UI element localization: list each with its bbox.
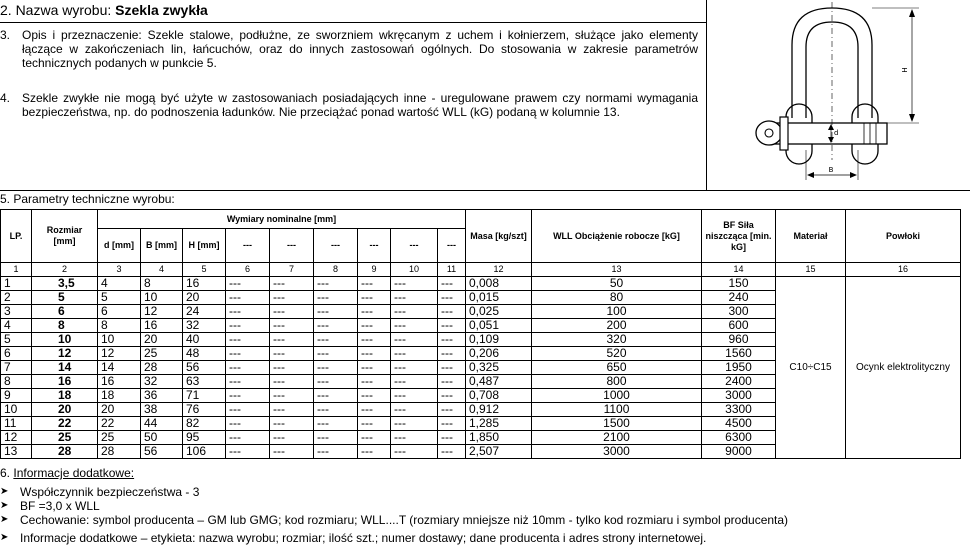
cell-empty: --- xyxy=(358,389,391,403)
header-h: H [mm] xyxy=(183,229,226,263)
cell-h: 16 xyxy=(183,277,226,291)
cell-bf: 1560 xyxy=(702,347,776,361)
cell-empty: --- xyxy=(314,403,358,417)
cell-size: 8 xyxy=(32,319,98,333)
cell-h: 48 xyxy=(183,347,226,361)
cell-wll: 650 xyxy=(532,361,702,375)
cell-wll: 2100 xyxy=(532,431,702,445)
product-name: Szekla zwykła xyxy=(115,2,208,18)
cell-empty: --- xyxy=(358,431,391,445)
cell-lp: 8 xyxy=(1,375,32,389)
cell-empty: --- xyxy=(358,305,391,319)
cell-lp: 13 xyxy=(1,445,32,459)
cell-empty: --- xyxy=(314,319,358,333)
cell-empty: --- xyxy=(270,417,314,431)
column-index: 14 xyxy=(702,263,776,277)
cell-lp: 5 xyxy=(1,333,32,347)
cell-h: 63 xyxy=(183,375,226,389)
cell-empty: --- xyxy=(391,277,438,291)
column-index: 4 xyxy=(141,263,183,277)
cell-empty: --- xyxy=(226,333,270,347)
cell-coating: Ocynk elektrolityczny xyxy=(846,277,961,459)
column-index: 2 xyxy=(32,263,98,277)
cell-bf: 300 xyxy=(702,305,776,319)
cell-empty: --- xyxy=(270,431,314,445)
cell-b: 16 xyxy=(141,319,183,333)
cell-size: 20 xyxy=(32,403,98,417)
cell-empty: --- xyxy=(438,319,466,333)
header-empty: --- xyxy=(358,229,391,263)
cell-mass: 0,206 xyxy=(466,347,532,361)
cell-h: 24 xyxy=(183,305,226,319)
cell-empty: --- xyxy=(226,375,270,389)
cell-d: 16 xyxy=(98,375,141,389)
product-name-line xyxy=(0,2,208,18)
section-6-title xyxy=(0,466,134,480)
cell-b: 28 xyxy=(141,361,183,375)
cell-wll: 80 xyxy=(532,291,702,305)
cell-empty: --- xyxy=(391,361,438,375)
cell-wll: 200 xyxy=(532,319,702,333)
paragraph-number: 3. xyxy=(0,28,11,42)
cell-empty: --- xyxy=(391,403,438,417)
cell-empty: --- xyxy=(314,291,358,305)
cell-lp: 1 xyxy=(1,277,32,291)
cell-b: 32 xyxy=(141,375,183,389)
section-5-label: 5. Parametry techniczne wyrobu: xyxy=(0,192,175,206)
cell-empty: --- xyxy=(358,361,391,375)
cell-bf: 3300 xyxy=(702,403,776,417)
cell-empty: --- xyxy=(438,361,466,375)
cell-d: 18 xyxy=(98,389,141,403)
cell-d: 4 xyxy=(98,277,141,291)
cell-d: 14 xyxy=(98,361,141,375)
cell-empty: --- xyxy=(226,277,270,291)
cell-mass: 0,487 xyxy=(466,375,532,389)
title-divider xyxy=(0,22,706,23)
cell-empty: --- xyxy=(358,417,391,431)
cell-empty: --- xyxy=(226,445,270,459)
info-bullet-text: BF =3,0 x WLL xyxy=(20,499,100,513)
cell-mass: 0,325 xyxy=(466,361,532,375)
header-coating: Powłoki xyxy=(846,210,961,263)
paragraph-number: 4. xyxy=(0,91,11,105)
cell-empty: --- xyxy=(314,361,358,375)
cell-empty: --- xyxy=(314,417,358,431)
cell-b: 25 xyxy=(141,347,183,361)
header-material: Materiał xyxy=(776,210,846,263)
cell-d: 5 xyxy=(98,291,141,305)
cell-size: 25 xyxy=(32,431,98,445)
cell-size: 28 xyxy=(32,445,98,459)
cell-h: 95 xyxy=(183,431,226,445)
cell-empty: --- xyxy=(438,347,466,361)
cell-lp: 9 xyxy=(1,389,32,403)
cell-size: 12 xyxy=(32,347,98,361)
cell-h: 32 xyxy=(183,319,226,333)
description-text: Opis i przeznaczenie: Szekle stalowe, podłużne, ze sworzniem wkręcanym z uchem i kołnierzem, służące jako elementy łączące w zakończeniach lin, łańcuchów, oraz do innych zastosowań ogólnych. Do stosowania w zakresie parametrów technicznych podanych w punkcie 5. xyxy=(22,28,698,70)
shackle-drawing xyxy=(707,0,970,190)
cell-bf: 6300 xyxy=(702,431,776,445)
shackle-diagram xyxy=(707,0,970,190)
cell-empty: --- xyxy=(270,403,314,417)
safety-text: Szekle zwykłe nie mogą być użyte w zastosowaniach posiadających inne - uregulowane prawem czy normami wymagania bezpieczeństwa, np. do podnoszenia ładunków. Nie przeciążać ponad wartość WLL (kG) podaną w kolumnie 13. xyxy=(22,91,698,119)
cell-wll: 1100 xyxy=(532,403,702,417)
cell-empty: --- xyxy=(438,445,466,459)
cell-empty: --- xyxy=(314,389,358,403)
cell-size: 16 xyxy=(32,375,98,389)
cell-b: 36 xyxy=(141,389,183,403)
cell-empty: --- xyxy=(358,347,391,361)
column-index: 5 xyxy=(183,263,226,277)
cell-empty: --- xyxy=(358,375,391,389)
cell-wll: 3000 xyxy=(532,445,702,459)
cell-d: 10 xyxy=(98,333,141,347)
arrow-bullet-icon: ➤ xyxy=(0,532,9,543)
arrow-bullet-icon: ➤ xyxy=(0,486,9,497)
cell-wll: 1500 xyxy=(532,417,702,431)
product-name-label: 2. Nazwa wyrobu: xyxy=(0,2,112,18)
header-wll: WLL Obciążenie robocze [kG] xyxy=(532,210,702,263)
cell-empty: --- xyxy=(270,361,314,375)
cell-b: 56 xyxy=(141,445,183,459)
cell-mass: 0,008 xyxy=(466,277,532,291)
cell-empty: --- xyxy=(391,305,438,319)
cell-empty: --- xyxy=(226,361,270,375)
cell-empty: --- xyxy=(438,431,466,445)
header-empty: --- xyxy=(391,229,438,263)
column-index: 6 xyxy=(226,263,270,277)
cell-mass: 2,507 xyxy=(466,445,532,459)
column-index: 9 xyxy=(358,263,391,277)
cell-bf: 4500 xyxy=(702,417,776,431)
cell-empty: --- xyxy=(438,333,466,347)
cell-empty: --- xyxy=(391,375,438,389)
header-empty: --- xyxy=(314,229,358,263)
dimension-label-d: d xyxy=(834,129,839,137)
cell-lp: 12 xyxy=(1,431,32,445)
cell-empty: --- xyxy=(314,347,358,361)
header-nominal-dimensions: Wymiary nominalne [mm] xyxy=(98,210,466,229)
column-index: 12 xyxy=(466,263,532,277)
header-empty: --- xyxy=(438,229,466,263)
cell-empty: --- xyxy=(270,445,314,459)
cell-empty: --- xyxy=(391,431,438,445)
cell-wll: 320 xyxy=(532,333,702,347)
cell-h: 71 xyxy=(183,389,226,403)
header-mass: Masa [kg/szt] xyxy=(466,210,532,263)
cell-empty: --- xyxy=(438,277,466,291)
cell-h: 76 xyxy=(183,403,226,417)
header-empty: --- xyxy=(226,229,270,263)
cell-empty: --- xyxy=(270,291,314,305)
cell-lp: 11 xyxy=(1,417,32,431)
cell-bf: 1950 xyxy=(702,361,776,375)
cell-empty: --- xyxy=(270,389,314,403)
cell-d: 28 xyxy=(98,445,141,459)
column-index: 13 xyxy=(532,263,702,277)
parameters-table xyxy=(0,209,961,459)
cell-empty: --- xyxy=(314,333,358,347)
cell-mass: 0,708 xyxy=(466,389,532,403)
arrow-bullet-icon: ➤ xyxy=(0,514,9,525)
cell-empty: --- xyxy=(226,389,270,403)
cell-empty: --- xyxy=(358,445,391,459)
cell-empty: --- xyxy=(270,319,314,333)
cell-h: 82 xyxy=(183,417,226,431)
cell-empty: --- xyxy=(391,347,438,361)
column-index-row xyxy=(1,263,961,277)
cell-bf: 960 xyxy=(702,333,776,347)
cell-lp: 3 xyxy=(1,305,32,319)
cell-empty: --- xyxy=(391,291,438,305)
column-index: 16 xyxy=(846,263,961,277)
section-6-label: Informacje dodatkowe: xyxy=(13,466,135,480)
cell-size: 3,5 xyxy=(32,277,98,291)
cell-empty: --- xyxy=(358,291,391,305)
table-header-row xyxy=(1,210,961,229)
dimension-label-h: H xyxy=(901,67,909,73)
cell-b: 50 xyxy=(141,431,183,445)
cell-empty: --- xyxy=(270,305,314,319)
description-panel xyxy=(0,0,707,190)
cell-empty: --- xyxy=(438,375,466,389)
cell-h: 106 xyxy=(183,445,226,459)
cell-bf: 240 xyxy=(702,291,776,305)
cell-empty: --- xyxy=(391,417,438,431)
cell-mass: 0,051 xyxy=(466,319,532,333)
cell-empty: --- xyxy=(226,347,270,361)
column-index: 7 xyxy=(270,263,314,277)
header-b: B [mm] xyxy=(141,229,183,263)
header-d: d [mm] xyxy=(98,229,141,263)
cell-empty: --- xyxy=(314,305,358,319)
cell-d: 8 xyxy=(98,319,141,333)
cell-bf: 9000 xyxy=(702,445,776,459)
cell-empty: --- xyxy=(226,417,270,431)
header-size: Rozmiar [mm] xyxy=(32,210,98,263)
cell-lp: 2 xyxy=(1,291,32,305)
cell-b: 44 xyxy=(141,417,183,431)
cell-empty: --- xyxy=(314,277,358,291)
cell-mass: 0,015 xyxy=(466,291,532,305)
cell-empty: --- xyxy=(314,375,358,389)
section-6-number: 6. xyxy=(0,466,11,480)
cell-bf: 2400 xyxy=(702,375,776,389)
cell-d: 22 xyxy=(98,417,141,431)
header-lp: LP. xyxy=(1,210,32,263)
cell-empty: --- xyxy=(438,403,466,417)
cell-empty: --- xyxy=(314,445,358,459)
cell-wll: 800 xyxy=(532,375,702,389)
cell-empty: --- xyxy=(358,403,391,417)
column-index: 1 xyxy=(1,263,32,277)
column-index: 8 xyxy=(314,263,358,277)
cell-empty: --- xyxy=(226,305,270,319)
cell-d: 12 xyxy=(98,347,141,361)
cell-b: 12 xyxy=(141,305,183,319)
section-5-title xyxy=(0,190,970,210)
cell-empty: --- xyxy=(438,417,466,431)
column-index: 3 xyxy=(98,263,141,277)
cell-bf: 150 xyxy=(702,277,776,291)
cell-lp: 10 xyxy=(1,403,32,417)
arrow-bullet-icon: ➤ xyxy=(0,500,9,511)
cell-size: 6 xyxy=(32,305,98,319)
description-paragraph xyxy=(0,28,706,72)
info-bullet-text: Informacje dodatkowe – etykieta: nazwa wyrobu; rozmiar; ilość szt.; numer dostawy; dane producenta i adres strony internetowej. xyxy=(20,531,707,545)
cell-empty: --- xyxy=(358,333,391,347)
cell-empty: --- xyxy=(391,333,438,347)
table-row xyxy=(1,277,961,291)
cell-empty: --- xyxy=(226,291,270,305)
dimension-label-b: B xyxy=(828,166,834,174)
cell-empty: --- xyxy=(358,319,391,333)
cell-empty: --- xyxy=(270,333,314,347)
cell-mass: 1,850 xyxy=(466,431,532,445)
cell-d: 20 xyxy=(98,403,141,417)
cell-empty: --- xyxy=(270,277,314,291)
header-empty: --- xyxy=(270,229,314,263)
cell-empty: --- xyxy=(358,277,391,291)
column-index: 15 xyxy=(776,263,846,277)
cell-size: 22 xyxy=(32,417,98,431)
info-bullet-text: Współczynnik bezpieczeństwa - 3 xyxy=(20,485,200,499)
cell-empty: --- xyxy=(314,431,358,445)
cell-empty: --- xyxy=(270,347,314,361)
cell-empty: --- xyxy=(270,375,314,389)
cell-mass: 0,912 xyxy=(466,403,532,417)
cell-empty: --- xyxy=(391,389,438,403)
top-section xyxy=(0,0,970,190)
cell-wll: 520 xyxy=(532,347,702,361)
cell-mass: 0,109 xyxy=(466,333,532,347)
cell-empty: --- xyxy=(226,319,270,333)
cell-empty: --- xyxy=(391,319,438,333)
cell-lp: 6 xyxy=(1,347,32,361)
info-bullet-text: Cechowanie: symbol producenta – GM lub GMG; kod rozmiaru; WLL....T (rozmiary mniejsze niż 10mm - tylko kod rozmiaru i symbol producenta) xyxy=(20,513,789,527)
safety-paragraph xyxy=(0,91,706,121)
header-bf: BF Siła niszcząca [min. kG] xyxy=(702,210,776,263)
cell-d: 25 xyxy=(98,431,141,445)
cell-empty: --- xyxy=(226,431,270,445)
cell-mass: 0,025 xyxy=(466,305,532,319)
cell-b: 10 xyxy=(141,291,183,305)
cell-bf: 3000 xyxy=(702,389,776,403)
cell-h: 20 xyxy=(183,291,226,305)
cell-empty: --- xyxy=(438,389,466,403)
cell-lp: 7 xyxy=(1,361,32,375)
cell-wll: 50 xyxy=(532,277,702,291)
cell-lp: 4 xyxy=(1,319,32,333)
cell-empty: --- xyxy=(438,291,466,305)
cell-bf: 600 xyxy=(702,319,776,333)
cell-size: 18 xyxy=(32,389,98,403)
column-index: 10 xyxy=(391,263,438,277)
cell-size: 14 xyxy=(32,361,98,375)
cell-material: C10÷C15 xyxy=(776,277,846,459)
cell-mass: 1,285 xyxy=(466,417,532,431)
column-index: 11 xyxy=(438,263,466,277)
cell-size: 5 xyxy=(32,291,98,305)
cell-b: 8 xyxy=(141,277,183,291)
cell-empty: --- xyxy=(438,305,466,319)
cell-wll: 1000 xyxy=(532,389,702,403)
cell-wll: 100 xyxy=(532,305,702,319)
cell-h: 40 xyxy=(183,333,226,347)
cell-size: 10 xyxy=(32,333,98,347)
cell-b: 38 xyxy=(141,403,183,417)
cell-empty: --- xyxy=(226,403,270,417)
cell-d: 6 xyxy=(98,305,141,319)
cell-b: 20 xyxy=(141,333,183,347)
cell-empty: --- xyxy=(391,445,438,459)
cell-h: 56 xyxy=(183,361,226,375)
